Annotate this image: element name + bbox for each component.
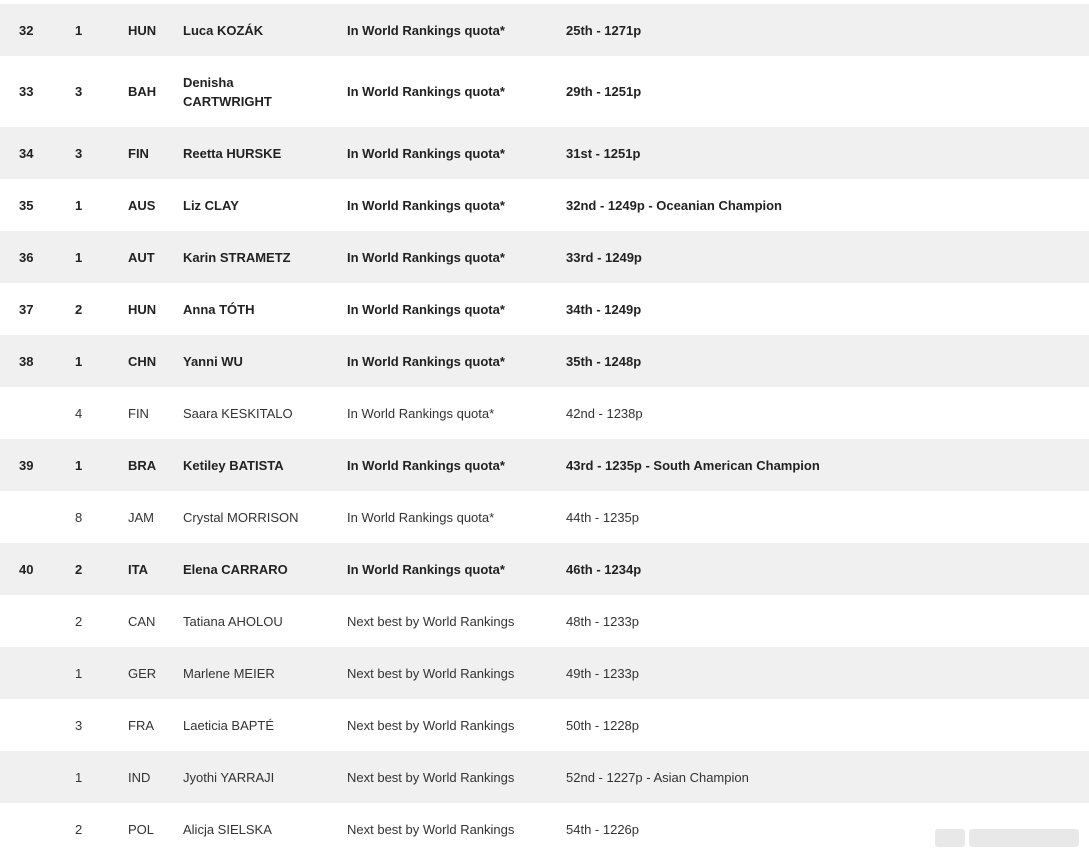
- ranking-info: 42nd - 1238p: [566, 405, 643, 421]
- number-cell: 4: [75, 405, 83, 421]
- ranking-info: 29th - 1251p: [566, 84, 642, 99]
- rank-cell: 37: [19, 301, 34, 317]
- country-cell: FIN: [128, 145, 149, 161]
- number-cell: 1: [75, 353, 83, 369]
- ranking-info: 35th - 1248p: [566, 353, 642, 369]
- country-cell: HUN: [128, 22, 157, 38]
- number-cell: 1: [75, 769, 83, 785]
- number-cell: 2: [75, 301, 83, 317]
- number-cell: 8: [75, 509, 83, 525]
- qualification-method: Next best by World Rankings: [347, 821, 515, 837]
- ranking-info: 34th - 1249p: [566, 301, 642, 317]
- watermark-shape: [935, 829, 965, 847]
- number-cell: 2: [75, 821, 83, 837]
- country-cell: CAN: [128, 613, 156, 629]
- table-row: [0, 543, 1089, 595]
- athlete-name-line: Denisha: [183, 74, 234, 90]
- qualification-table: [0, 4, 1089, 855]
- athlete-name: [183, 73, 293, 111]
- table-row: [0, 179, 1089, 231]
- athlete-name: Tatiana AHOLOU: [183, 613, 283, 629]
- qualification-method: Next best by World Rankings: [347, 717, 515, 733]
- ranking-info: 48th - 1233p: [566, 613, 640, 629]
- athlete-name: Karin STRAMETZ: [183, 249, 291, 265]
- country-cell: FIN: [128, 405, 149, 421]
- qualification-method: In World Rankings quota*: [347, 561, 505, 577]
- ranking-info: 25th - 1271p: [566, 22, 642, 38]
- country-cell: FRA: [128, 717, 154, 733]
- qualification-method: Next best by World Rankings: [347, 613, 515, 629]
- table-row: [0, 699, 1089, 751]
- number-cell: 2: [75, 561, 83, 577]
- rank-cell: 33: [19, 84, 34, 99]
- country-cell: POL: [128, 821, 155, 837]
- ranking-info: 43rd - 1235p - South American Champion: [566, 457, 820, 473]
- athlete-name: Crystal MORRISON: [183, 509, 299, 525]
- rank-cell: 35: [19, 197, 34, 213]
- number-cell: 3: [75, 145, 83, 161]
- qualification-method: In World Rankings quota*: [347, 353, 505, 369]
- number-cell: 1: [75, 249, 83, 265]
- athlete-name: Jyothi YARRAJI: [183, 769, 275, 785]
- table-row: [0, 595, 1089, 647]
- table-row: [0, 127, 1089, 179]
- athlete-name: Alicja SIELSKA: [183, 821, 272, 837]
- ranking-info: 52nd - 1227p - Asian Champion: [566, 769, 749, 785]
- number-cell: 1: [75, 665, 83, 681]
- country-cell: ITA: [128, 561, 148, 577]
- athlete-name: Yanni WU: [183, 353, 243, 369]
- athlete-name: Luca KOZÁK: [183, 22, 264, 38]
- athlete-name: Liz CLAY: [183, 197, 239, 213]
- country-cell: AUT: [128, 249, 155, 265]
- ranking-info: 31st - 1251p: [566, 145, 641, 161]
- table-row: [0, 335, 1089, 387]
- country-cell: CHN: [128, 353, 157, 369]
- table-row: [0, 56, 1089, 127]
- table-row: [0, 283, 1089, 335]
- watermark: [935, 829, 1079, 847]
- qualification-method: In World Rankings quota*: [347, 22, 505, 38]
- rank-cell: 39: [19, 457, 34, 473]
- rank-cell: 38: [19, 353, 34, 369]
- athlete-name: Saara KESKITALO: [183, 405, 293, 421]
- number-cell: 3: [75, 717, 83, 733]
- athlete-name: Reetta HURSKE: [183, 145, 282, 161]
- athlete-name: Anna TÓTH: [183, 301, 255, 317]
- country-cell: BRA: [128, 457, 157, 473]
- ranking-info: 33rd - 1249p: [566, 249, 642, 265]
- number-cell: 2: [75, 613, 83, 629]
- number-cell: 1: [75, 197, 83, 213]
- athlete-name: Marlene MEIER: [183, 665, 275, 681]
- rank-cell: 32: [19, 22, 34, 38]
- country-cell: BAH: [128, 84, 157, 99]
- country-cell: GER: [128, 665, 157, 681]
- qualification-method: Next best by World Rankings: [347, 769, 515, 785]
- athlete-name: Elena CARRARO: [183, 561, 288, 577]
- qualification-method: In World Rankings quota*: [347, 405, 495, 421]
- ranking-info: 46th - 1234p: [566, 561, 642, 577]
- ranking-info: 32nd - 1249p - Oceanian Champion: [566, 197, 782, 213]
- table-row: [0, 231, 1089, 283]
- number-cell: 1: [75, 457, 83, 473]
- qualification-method: In World Rankings quota*: [347, 457, 505, 473]
- athlete-name-line: CARTWRIGHT: [183, 93, 272, 109]
- country-cell: HUN: [128, 301, 157, 317]
- table-row: [0, 803, 1089, 855]
- athlete-name: Ketiley BATISTA: [183, 457, 284, 473]
- qualification-method: Next best by World Rankings: [347, 665, 515, 681]
- table-row: [0, 491, 1089, 543]
- ranking-info: 50th - 1228p: [566, 717, 640, 733]
- rank-cell: 36: [19, 249, 34, 265]
- ranking-info: 44th - 1235p: [566, 509, 640, 525]
- table-row: [0, 387, 1089, 439]
- number-cell: 1: [75, 22, 83, 38]
- qualification-method: In World Rankings quota*: [347, 509, 495, 525]
- athlete-name: Laeticia BAPTÉ: [183, 717, 275, 733]
- qualification-method: In World Rankings quota*: [347, 84, 505, 99]
- country-cell: JAM: [128, 509, 154, 525]
- watermark-shape: [969, 829, 1079, 847]
- table-row: [0, 751, 1089, 803]
- qualification-method: In World Rankings quota*: [347, 301, 505, 317]
- qualification-method: In World Rankings quota*: [347, 145, 505, 161]
- rank-cell: 40: [19, 561, 34, 577]
- number-cell: 3: [75, 84, 83, 99]
- rank-cell: 34: [19, 145, 34, 161]
- table-row: [0, 647, 1089, 699]
- country-cell: IND: [128, 769, 151, 785]
- qualification-method: In World Rankings quota*: [347, 249, 505, 265]
- ranking-info: 54th - 1226p: [566, 821, 640, 837]
- country-cell: AUS: [128, 197, 156, 213]
- ranking-info: 49th - 1233p: [566, 665, 640, 681]
- qualification-method: In World Rankings quota*: [347, 197, 505, 213]
- table-row: [0, 439, 1089, 491]
- table-row: [0, 4, 1089, 56]
